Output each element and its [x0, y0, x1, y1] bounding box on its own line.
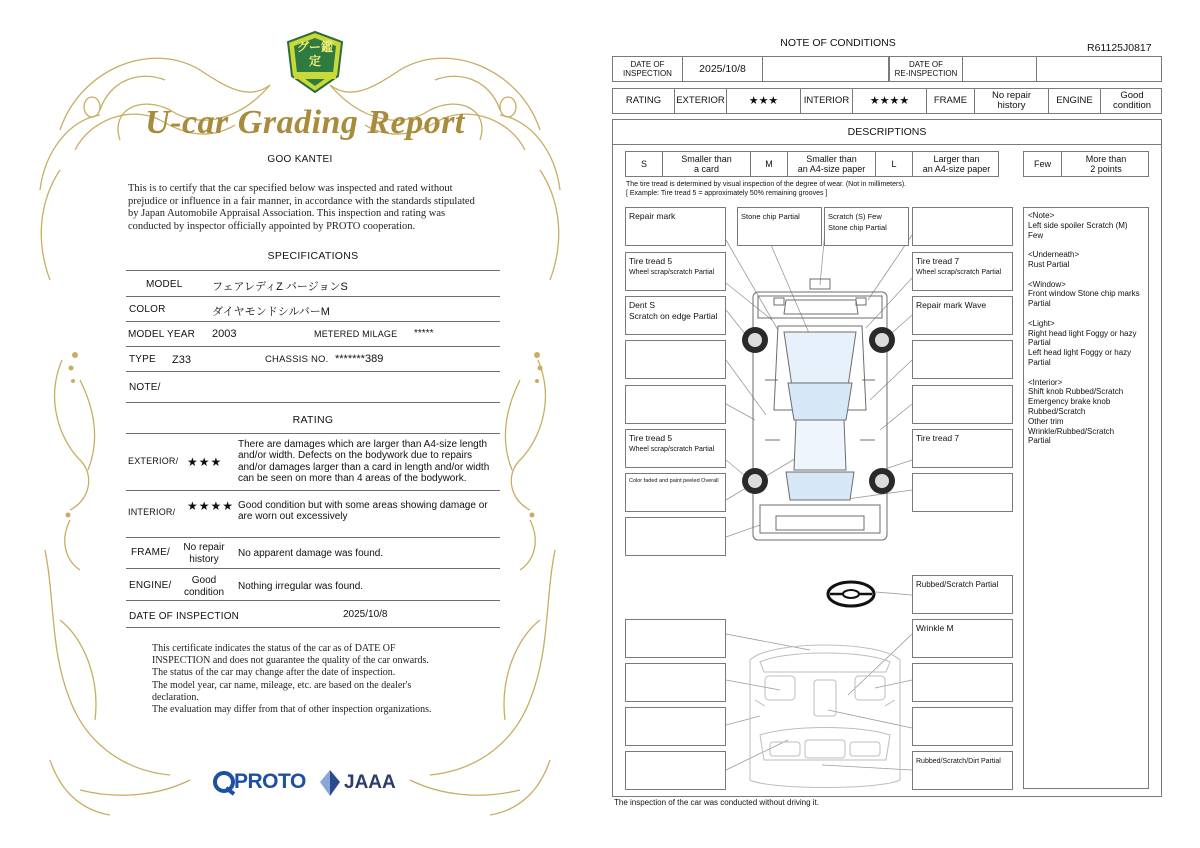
specs-heading: SPECIFICATIONS — [267, 250, 359, 262]
interior-stars: ★★★★ — [853, 89, 927, 113]
jaaa-logo-icon — [318, 768, 342, 798]
date-value: 2025/10/8 — [343, 609, 388, 620]
exterior-stars: ★★★ — [727, 89, 801, 113]
proto-logo-text: PROTO — [234, 770, 306, 793]
badge-text: グー鑑定 — [296, 40, 333, 68]
descriptions-heading: DESCRIPTIONS — [612, 119, 1162, 145]
box-empty-right-5 — [912, 707, 1013, 746]
engine-value: Good condition — [1112, 90, 1152, 111]
box-empty-left-4 — [625, 619, 726, 658]
certificate-subtitle: GOO KANTEI — [267, 154, 333, 165]
model-year-label: MODEL YEAR — [128, 329, 196, 340]
engine-label: ENGINE/ — [129, 580, 172, 591]
frame-value: No repair history — [183, 542, 225, 565]
frame-description: No apparent damage was found. — [238, 548, 384, 559]
color-label: COLOR — [129, 304, 166, 315]
interior-stars: ★★★★ — [187, 499, 235, 513]
box-repair-wave: Repair mark Wave — [912, 296, 1013, 335]
box-empty-right-2 — [912, 385, 1013, 424]
certificate-footer: This certificate indicates the status of the car as of DATE OF INSPECTION and does not guarantee the quality of the car onwards. The status of the car may change after the date of inspection. The model year, car name, mileage, etc. are based on the dealer's declaration. The evaluation may differ from that of other inspection organizations. — [152, 643, 432, 716]
few-legend: Few More than 2 points — [1023, 151, 1149, 177]
model-label: MODEL — [146, 279, 183, 290]
box-empty-left-1 — [625, 340, 726, 379]
interior-description: Good condition but with some areas showing damage or are worn out excessively — [238, 500, 488, 523]
note-of-conditions-sheet — [600, 0, 1200, 848]
certificate-intro: This is to certify that the car specified below was inspected and rated without prejudice or influence in a fair manner, in accordance with the standards stipulated by Japan Automobile Appraisal Association. This inspection and rating was conducted by inspector officially appointed by PROTO cooperation. — [128, 183, 475, 232]
note-label: NOTE/ — [129, 382, 161, 393]
mileage-label: METERED MILAGE — [314, 329, 398, 339]
notes-panel — [1023, 207, 1149, 789]
frame-value: No repair history — [975, 89, 1049, 113]
box-empty-left-2 — [625, 385, 726, 424]
box-empty-right-0 — [912, 207, 1013, 246]
box-tire-tread-7-rear: Tire tread 7 — [912, 429, 1013, 468]
size-legend: S Smaller than a card M Smaller than an A4-size paper L Larger than an A4-size paper — [625, 151, 999, 177]
frame-label: FRAME/ — [131, 547, 170, 558]
reference-number: R61125J0817 — [1087, 42, 1152, 54]
color-value: ダイヤモンドシルバーM — [212, 306, 330, 318]
doi-value: 2025/10/8 — [683, 57, 763, 81]
exterior-stars: ★★★ — [187, 455, 223, 469]
sheet-title: NOTE OF CONDITIONS — [780, 37, 896, 49]
exterior-description: There are damages which are larger than A4-size length and/or width. Defects on the bodywork due to repairs and/or damages larger than a card in length and/or width can be seen on more than 4 areas of the bodywork. — [238, 439, 490, 485]
model-year-value: 2003 — [212, 328, 237, 340]
type-value: Z33 — [172, 354, 191, 366]
tire-tread-note: The tire tread is determined by visual inspection of the degree of wear. (Not in millimeters). [ Example: Tire tread 5 = approximately 50% remaining grooves ] — [626, 181, 907, 197]
box-wrinkle: Wrinkle M — [912, 619, 1013, 658]
box-tire-tread-5-front: Tire tread 5 Wheel scrap/scratch Partial — [625, 252, 726, 291]
box-dent: Dent S Scratch on edge Partial — [625, 296, 726, 335]
sheet-footer: The inspection of the car was conducted without driving it. — [614, 798, 819, 807]
box-scratch-few: Scratch (S) Few Stone chip Partial — [824, 207, 909, 246]
box-empty-right-4 — [912, 663, 1013, 702]
engine-description: Nothing irregular was found. — [238, 581, 364, 592]
engine-value: Good condition — [183, 575, 225, 598]
proto-logo-icon — [212, 770, 236, 796]
exterior-label: EXTERIOR/ — [128, 456, 179, 466]
model-value: フェアレディZ バージョンS — [212, 281, 348, 293]
box-empty-left-3 — [625, 517, 726, 556]
rating-heading: RATING — [292, 414, 334, 426]
steering-wheel-icon — [828, 582, 874, 606]
box-empty-right-3 — [912, 473, 1013, 512]
box-rubbed-scratch: Rubbed/Scratch Partial — [912, 575, 1013, 614]
box-rubbed-dirt: Rubbed/Scratch/Dirt Partial — [912, 751, 1013, 790]
box-tire-tread-5-rear: Tire tread 5 Wheel scrap/scratch Partial — [625, 429, 726, 468]
box-repair-mark: Repair mark — [625, 207, 726, 246]
mileage-value: ***** — [414, 328, 434, 339]
box-empty-left-6 — [625, 707, 726, 746]
chassis-value: *******389 — [335, 353, 384, 365]
interior-label: INTERIOR/ — [128, 507, 176, 517]
box-tire-tread-7-front: Tire tread 7 Wheel scrap/scratch Partial — [912, 252, 1013, 291]
box-stone-chip: Stone chip Partial — [737, 207, 822, 246]
box-empty-left-7 — [625, 751, 726, 790]
type-label: TYPE — [129, 354, 156, 365]
box-empty-left-5 — [625, 663, 726, 702]
doi-label: DATE OF INSPECTION — [613, 57, 683, 81]
jaaa-logo-text: JAAA — [344, 772, 396, 793]
reinspection-label: DATE OF RE-INSPECTION — [889, 57, 963, 81]
box-empty-right-1 — [912, 340, 1013, 379]
frame-label: FRAME — [927, 89, 975, 113]
engine-label: ENGINE — [1049, 89, 1101, 113]
certificate-title: U-car Grading Report — [145, 104, 465, 141]
chassis-label: CHASSIS NO. — [265, 354, 329, 365]
interior-label: INTERIOR — [801, 89, 853, 113]
notes-list: <Note> Left side spoiler Scratch (M) Few <Underneath> Rust Partial <Window> Front window Stone chip marks Partial <Light> Right head light Foggy or hazy Partial Left head light Foggy or hazy Partial <Interior> Shift knob Rubbed/Scratch Emergency brake knob Rubbed/Scratch Other trim Wrinkle/Rubbed/Scratch Partial — [1028, 211, 1140, 446]
exterior-label: EXTERIOR — [675, 89, 727, 113]
date-label: DATE OF INSPECTION — [129, 611, 240, 622]
rating-label: RATING — [613, 89, 675, 113]
box-color-faded: Color faded and paint peeled Overall — [625, 473, 726, 512]
